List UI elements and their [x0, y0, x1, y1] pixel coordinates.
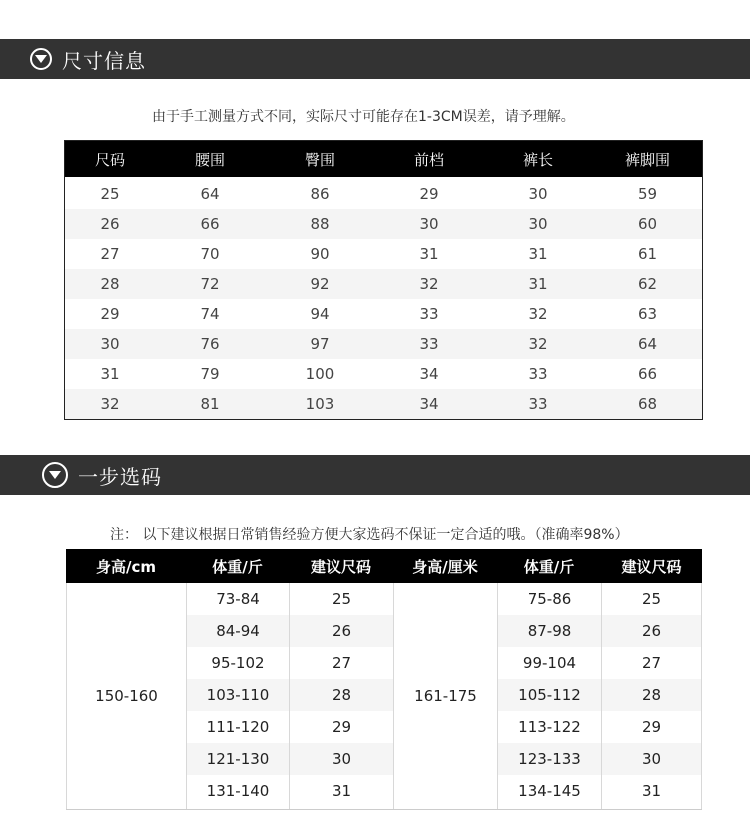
table-cell: 76 [200, 335, 220, 353]
height-range-right: 161-175 [393, 583, 497, 809]
size-cell: 27 [331, 654, 352, 672]
table-cell: 88 [310, 215, 330, 233]
weight-cell: 75-86 [527, 590, 572, 608]
size-table-header-cell: 裤脚围 [624, 150, 670, 169]
table-cell: 70 [200, 245, 220, 263]
table-cell: 30 [528, 185, 548, 203]
table-cell: 27 [100, 245, 120, 263]
size-cell: 28 [290, 679, 393, 711]
table-cell: 33 [528, 365, 548, 383]
table-row [65, 179, 702, 209]
table-cell: 64 [200, 185, 220, 203]
size-cell: 29 [641, 718, 662, 736]
table-cell: 100 [305, 365, 335, 383]
table-cell: 31 [528, 245, 548, 263]
table-row [65, 389, 702, 419]
table-cell: 60 [637, 215, 658, 233]
table-cell: 33 [419, 335, 439, 353]
table-cell: 62 [637, 275, 658, 293]
table-cell: 59 [637, 185, 658, 203]
size-table [64, 140, 703, 420]
table-cell: 66 [200, 215, 220, 233]
table-cell: 29 [419, 185, 439, 203]
weight-cell: 121-130 [187, 743, 289, 775]
weight-cell: 73-84 [216, 590, 260, 608]
weight-cell: 84-94 [187, 615, 289, 647]
table-cell: 79 [200, 365, 220, 383]
table-cell: 34 [419, 365, 439, 383]
recommendation-header-cell: 建议尺码 [621, 557, 682, 576]
section-title: 尺寸信息 [62, 48, 146, 73]
recommendation-table [66, 549, 702, 809]
table-row [65, 359, 702, 389]
table-cell: 103 [305, 395, 335, 413]
table-cell: 68 [637, 395, 658, 413]
recommendation-header-cell: 体重/斤 [523, 557, 575, 576]
recommendation-table-body [66, 583, 702, 810]
weight-column-left [186, 583, 289, 809]
measurement-note: 由于手工测量方式不同，实际尺寸可能存在1-3CM误差，请予理解。 [152, 109, 575, 125]
weight-cell: 111-120 [206, 718, 270, 736]
size-cell: 31 [331, 782, 352, 800]
size-table-header-cell: 前档 [413, 150, 444, 169]
table-cell: 26 [100, 215, 120, 233]
section-title: 一步选码 [78, 464, 162, 489]
size-table-header-cell: 腰围 [194, 150, 225, 169]
table-cell: 32 [528, 335, 548, 353]
size-cell: 26 [602, 615, 701, 647]
size-table-header [65, 141, 702, 177]
size-table-body [65, 177, 702, 419]
size-cell: 31 [641, 782, 662, 800]
size-cell: 25 [331, 590, 352, 608]
height-range-left: 150-160 [66, 583, 186, 809]
section-bar-size-picker [0, 455, 750, 495]
recommendation-header-cell: 身高/cm [95, 557, 156, 576]
size-cell: 30 [290, 743, 393, 775]
table-row [65, 209, 702, 239]
table-cell: 32 [419, 275, 439, 293]
chevron-down-circle-icon [30, 48, 52, 70]
size-cell: 26 [290, 615, 393, 647]
table-cell: 74 [200, 305, 220, 323]
chevron-down-circle-icon [42, 462, 68, 488]
table-row [65, 239, 702, 269]
table-cell: 90 [310, 245, 330, 263]
table-cell: 32 [528, 305, 548, 323]
weight-cell: 99-104 [522, 654, 577, 672]
size-column-left [289, 583, 393, 809]
size-cell: 29 [331, 718, 352, 736]
weight-column-right [497, 583, 601, 809]
table-cell: 94 [310, 305, 330, 323]
table-cell: 66 [637, 365, 658, 383]
table-cell: 31 [419, 245, 439, 263]
recommendation-header-cell: 身高/厘米 [412, 557, 478, 576]
table-cell: 34 [419, 395, 439, 413]
table-cell: 81 [200, 395, 220, 413]
size-cell: 28 [602, 679, 701, 711]
table-cell: 32 [100, 395, 120, 413]
table-cell: 29 [100, 305, 120, 323]
table-cell: 30 [419, 215, 439, 233]
table-cell: 31 [100, 365, 120, 383]
recommendation-note: 注： 以下建议根据日常销售经验方便大家选码不保证一定合适的哦。（准确率98%） [110, 527, 629, 543]
table-row [65, 329, 702, 359]
section-bar-size-info [0, 39, 750, 79]
weight-cell: 131-140 [206, 782, 270, 800]
table-row [65, 269, 702, 299]
size-cell: 27 [641, 654, 662, 672]
size-table-header-cell: 臀围 [304, 150, 335, 169]
recommendation-header-cell: 建议尺码 [310, 557, 371, 576]
table-row [65, 299, 702, 329]
weight-cell: 95-102 [211, 654, 265, 672]
size-table-header-cell: 尺码 [94, 150, 125, 169]
weight-cell: 113-122 [518, 718, 581, 736]
table-cell: 92 [310, 275, 330, 293]
table-cell: 31 [528, 275, 548, 293]
table-cell: 30 [528, 215, 548, 233]
table-cell: 97 [310, 335, 330, 353]
table-cell: 61 [637, 245, 658, 263]
recommendation-table-header [66, 549, 702, 583]
table-cell: 33 [528, 395, 548, 413]
table-cell: 72 [200, 275, 220, 293]
table-cell: 30 [100, 335, 120, 353]
table-cell: 63 [637, 305, 658, 323]
table-cell: 64 [637, 335, 658, 353]
weight-cell: 105-112 [498, 679, 601, 711]
weight-cell: 123-133 [498, 743, 601, 775]
table-cell: 33 [419, 305, 439, 323]
weight-cell: 134-145 [518, 782, 581, 800]
weight-cell: 87-98 [498, 615, 601, 647]
size-table-header-cell: 裤长 [522, 150, 553, 169]
size-cell: 25 [641, 590, 662, 608]
table-cell: 28 [100, 275, 120, 293]
table-cell: 86 [310, 185, 330, 203]
weight-cell: 103-110 [187, 679, 289, 711]
size-cell: 30 [602, 743, 701, 775]
table-cell: 25 [100, 185, 120, 203]
size-column-right [601, 583, 702, 809]
recommendation-header-cell: 体重/斤 [212, 557, 263, 576]
